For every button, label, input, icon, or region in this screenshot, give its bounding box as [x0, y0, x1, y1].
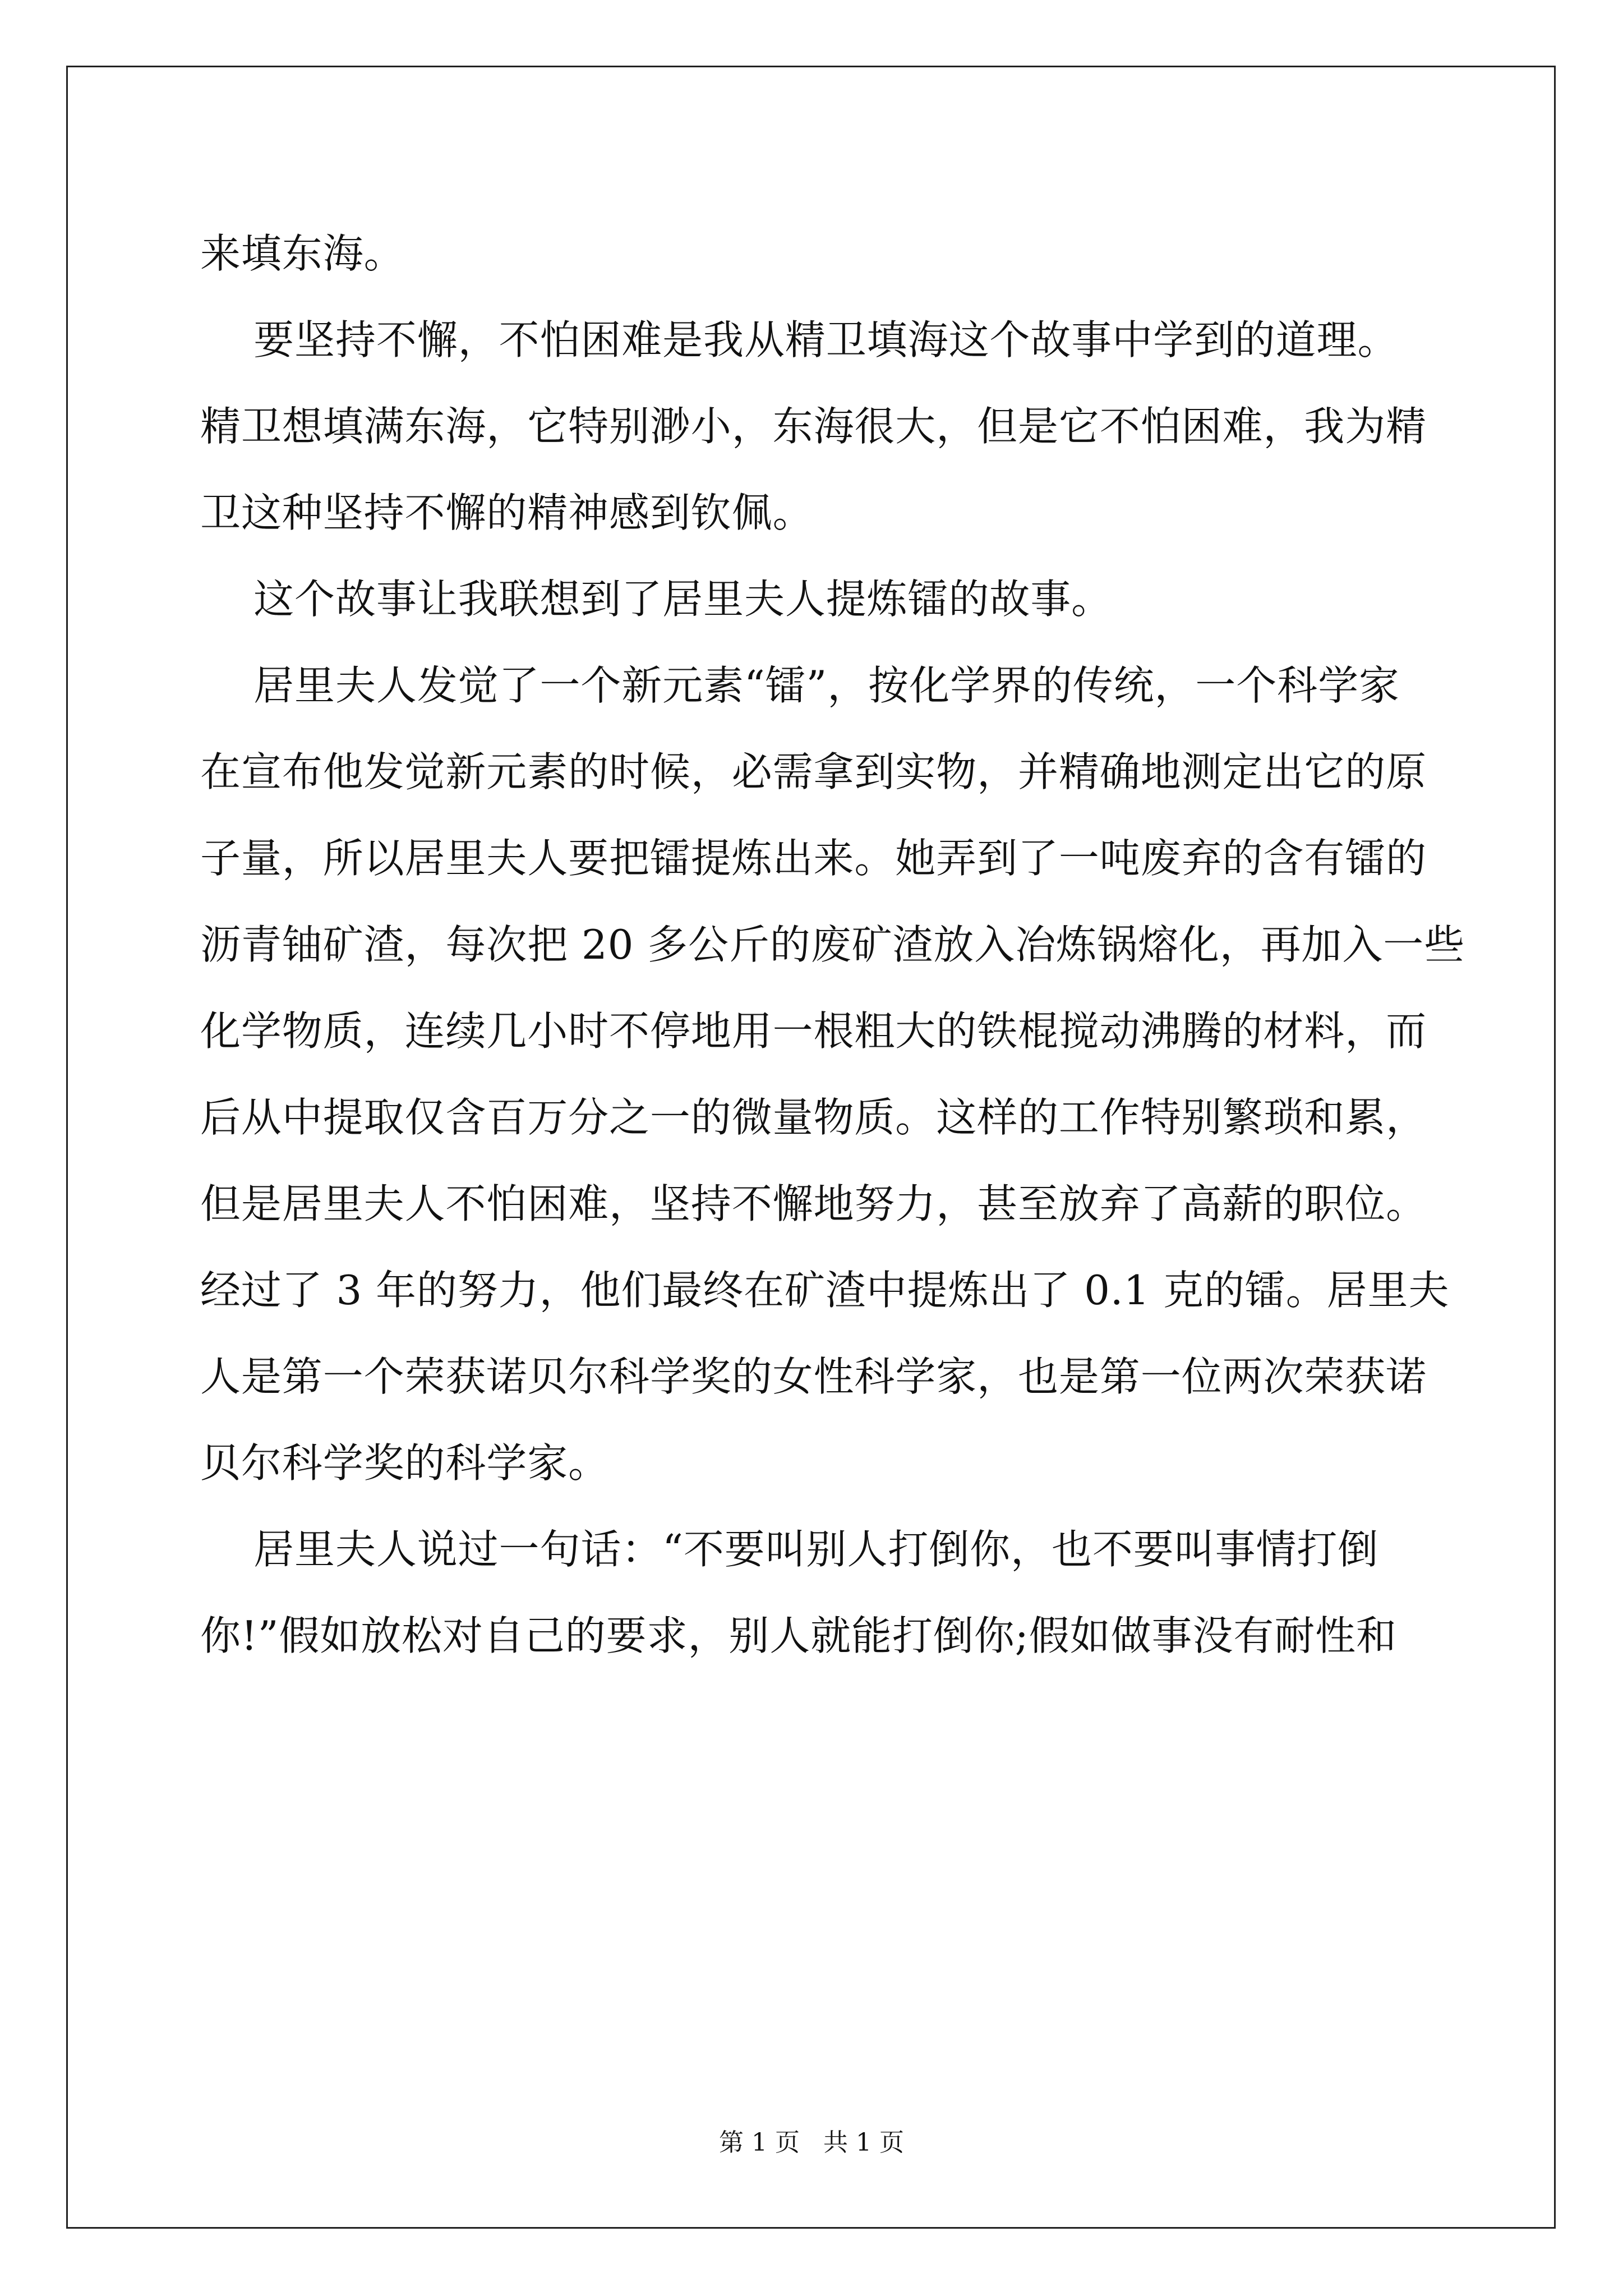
text-line: 经过了 3 年的努力，他们最终在矿渣中提炼出了 0.1 克的镭。居里夫: [200, 1267, 1450, 1314]
text-line: 但是居里夫人不怕困难，坚持不懈地努力，甚至放弃了高薪的职位。: [200, 1180, 1427, 1227]
text-line: 贝尔科学奖的科学家。: [200, 1439, 610, 1487]
text-line: 人是第一个荣获诺贝尔科学奖的女性科学家，也是第一位两次荣获诺: [200, 1353, 1427, 1400]
text-line: 卫这种坚持不懈的精神感到钦佩。: [200, 489, 814, 536]
text-line: 居里夫人发觉了一个新元素“镭”，按化学界的传统，一个科学家: [200, 662, 1400, 709]
text-line: 在宣布他发觉新元素的时候，必需拿到实物，并精确地测定出它的原: [200, 748, 1427, 795]
text-line: 后从中提取仅含百万分之一的微量物质。这样的工作特别繁琐和累，: [200, 1094, 1427, 1141]
text-line: 化学物质，连续几小时不停地用一根粗大的铁棍搅动沸腾的材料，而: [200, 1007, 1427, 1055]
text-line: 要坚持不懈，不怕困难是我从精卫填海这个故事中学到的道理。: [200, 316, 1399, 364]
document-body: [200, 210, 1465, 1679]
text-line: 沥青铀矿渣，每次把 20 多公斤的废矿渣放入冶炼锅熔化，再加入一些: [200, 921, 1465, 968]
text-line: 你!”假如放松对自己的要求，别人就能打倒你;假如做事没有耐性和: [200, 1612, 1397, 1659]
text-line: 居里夫人说过一句话：“不要叫别人打倒你，也不要叫事情打倒: [200, 1526, 1379, 1573]
text-line: 子量，所以居里夫人要把镭提炼出来。她弄到了一吨废弃的含有镭的: [200, 835, 1427, 882]
page-number-footer: 第 1 页 共 1 页: [719, 2128, 904, 2157]
text-line: 来填东海。: [200, 230, 405, 277]
text-line: 精卫想填满东海，它特别渺小，东海很大，但是它不怕困难，我为精: [200, 403, 1427, 450]
text-line: 这个故事让我联想到了居里夫人提炼镭的故事。: [200, 576, 1113, 623]
